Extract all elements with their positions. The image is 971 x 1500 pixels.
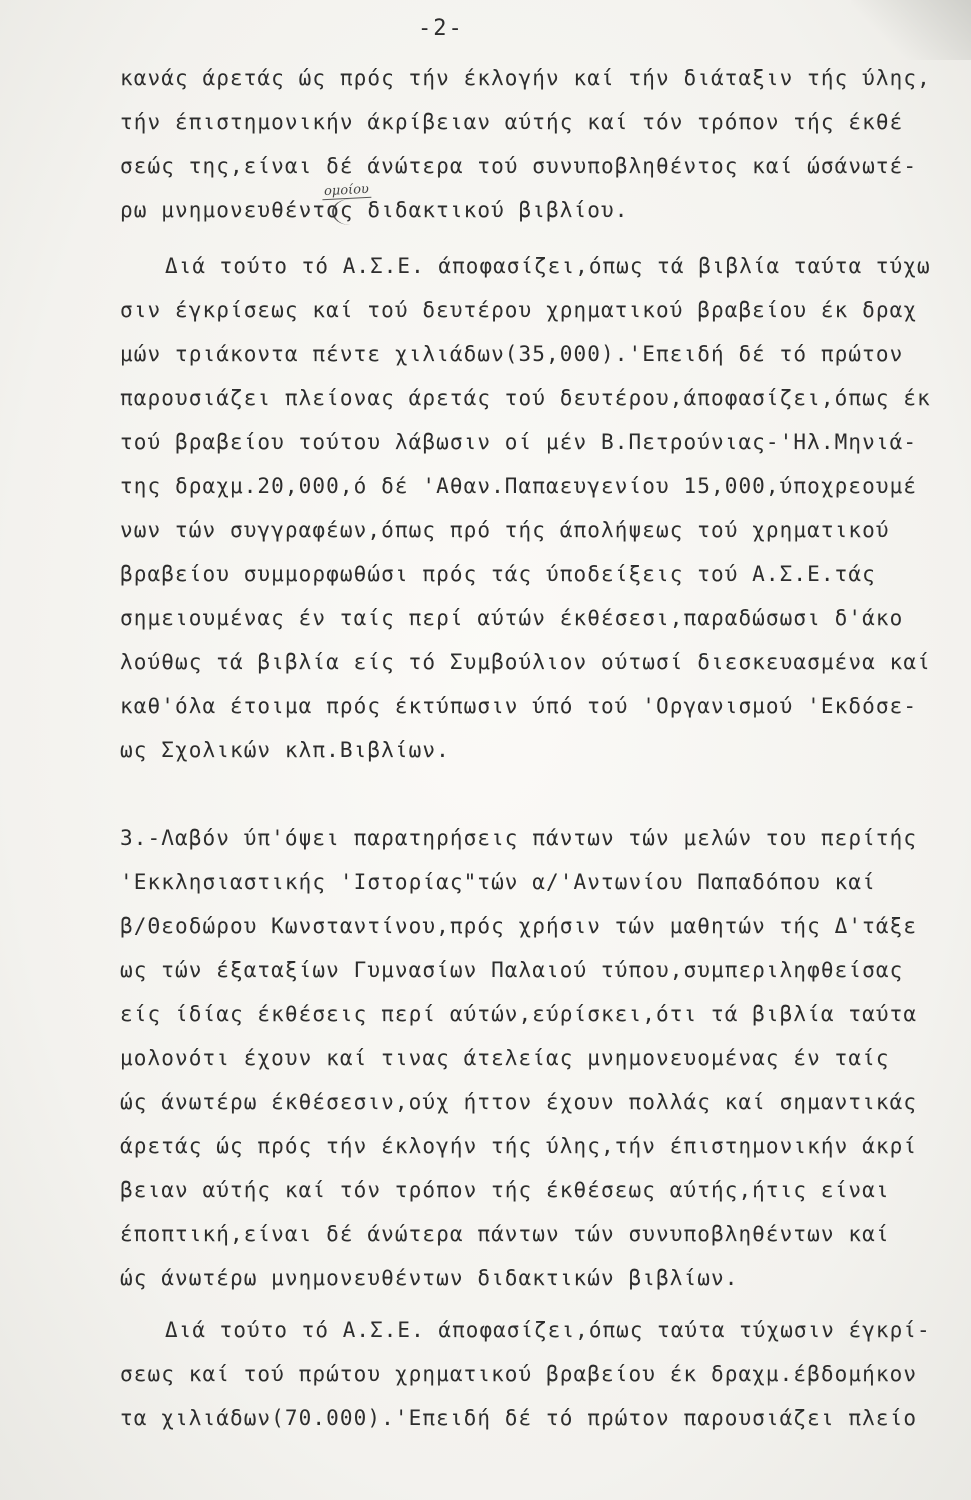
text-line: 3.-Λαβόν ύπ'όψει παρατηρήσεις πάντων τών μελών του περίτής — [120, 826, 918, 850]
text-line: έποπτική,είναι δέ άνώτερα πάντων τών συνυποβληθέντων καί — [120, 1222, 890, 1246]
text-line: καθ'όλα έτοιμα πρός έκτύπωσιν ύπό τού 'Οργανισμού 'Εκδόσε- — [120, 694, 918, 718]
text-line: ως τών έξαταξίων Γυμνασίων Παλαιού τύπου,συμπεριληφθείσας — [120, 958, 904, 982]
text-line: βραβείου συμμορφωθώσι πρός τάς ύποδείξεις τού Α.Σ.Ε.τάς — [120, 562, 876, 586]
text-line: σεως καί τού πρώτου χρηματικού βραβείου έκ δραχμ.έβδομήκον — [120, 1362, 918, 1386]
text-line: της δραχμ.20,000,ό δέ 'Αθαν.Παπαευγενίου 15,000,ύποχρεουμέ — [120, 474, 918, 498]
scan-corner-shadow — [851, 0, 971, 60]
text-line: ώς άνωτέρω μνημονευθέντων διδακτικών βιβλίων. — [120, 1266, 739, 1290]
text-line: σιν έγκρίσεως καί τού δευτέρου χρηματικού βραβείου έκ δραχ — [120, 298, 918, 322]
text-line: ως Σχολικών κλπ.Βιβλίων. — [120, 738, 450, 762]
handwritten-annotation: ομοίου — [322, 182, 372, 201]
text-line: σημειουμένας έν ταίς περί αύτών έκθέσεσι,παραδώσωσι δ'άκο — [120, 606, 904, 630]
text-line: τήν έπιστημονικήν άκρίβειαν αύτής καί τόν τρόπον τής έκθέ — [120, 110, 904, 134]
text-line: σεώς της,είναι δέ άνώτερα τού συνυποβληθέντος καί ώσάνωτέ- — [120, 154, 918, 178]
text-line: βειαν αύτής καί τόν τρόπον τής έκθέσεως αύτής,ήτις είναι — [120, 1178, 890, 1202]
text-line: μολονότι έχουν καί τινας άτελείας μνημονευομένας έν ταίς — [120, 1046, 890, 1070]
text-line: ρω μνημονευθέντος διδακτικού βιβλίου. — [120, 198, 629, 222]
text-line: ώς άνωτέρω έκθέσεσιν,ούχ ήττον έχουν πολλάς καί σημαντικάς — [120, 1090, 918, 1114]
text-line: τα χιλιάδων(70.000).'Επειδή δέ τό πρώτον παρουσιάζει πλείο — [120, 1406, 918, 1430]
text-line: κανάς άρετάς ώς πρός τήν έκλογήν καί τήν διάταξιν τής ύλης, — [120, 66, 931, 90]
text-line: νων τών συγγραφέων,όπως πρό τής άπολήψεως τού χρηματικού — [120, 518, 890, 542]
text-line: παρουσιάζει πλείονας άρετάς τού δευτέρου,άποφασίζει,όπως έκ — [120, 386, 931, 410]
text-line: άρετάς ώς πρός τήν έκλογήν τής ύλης,τήν έπιστημονικήν άκρί — [120, 1134, 918, 1158]
text-line: λούθως τά βιβλία είς τό Συμβούλιον ούτωσί διεσκευασμένα καί — [120, 650, 931, 674]
text-line: Διά τούτο τό Α.Σ.Ε. άποφασίζει,όπως ταύτα τύχωσιν έγκρί- — [165, 1318, 931, 1342]
page-number: -2- — [418, 16, 464, 41]
text-line: τού βραβείου τούτου λάβωσιν οί μέν Β.Πετρούνιας-'Ηλ.Μηνιά- — [120, 430, 918, 454]
text-line: β/Θεοδώρου Κωνσταντίνου,πρός χρήσιν τών μαθητών τής Δ'τάξε — [120, 914, 918, 938]
text-line: Διά τούτο τό Α.Σ.Ε. άποφασίζει,όπως τά βιβλία ταύτα τύχω — [165, 254, 931, 278]
text-line: 'Εκκλησιαστικής 'Ιστορίας"τών α/'Αντωνίου Παπαδόπου καί — [120, 870, 876, 894]
text-line: μών τριάκοντα πέντε χιλιάδων(35,000).'Επειδή δέ τό πρώτον — [120, 342, 904, 366]
text-line: είς ίδίας έκθέσεις περί αύτών,εύρίσκει,ότι τά βιβλία ταύτα — [120, 1002, 918, 1026]
